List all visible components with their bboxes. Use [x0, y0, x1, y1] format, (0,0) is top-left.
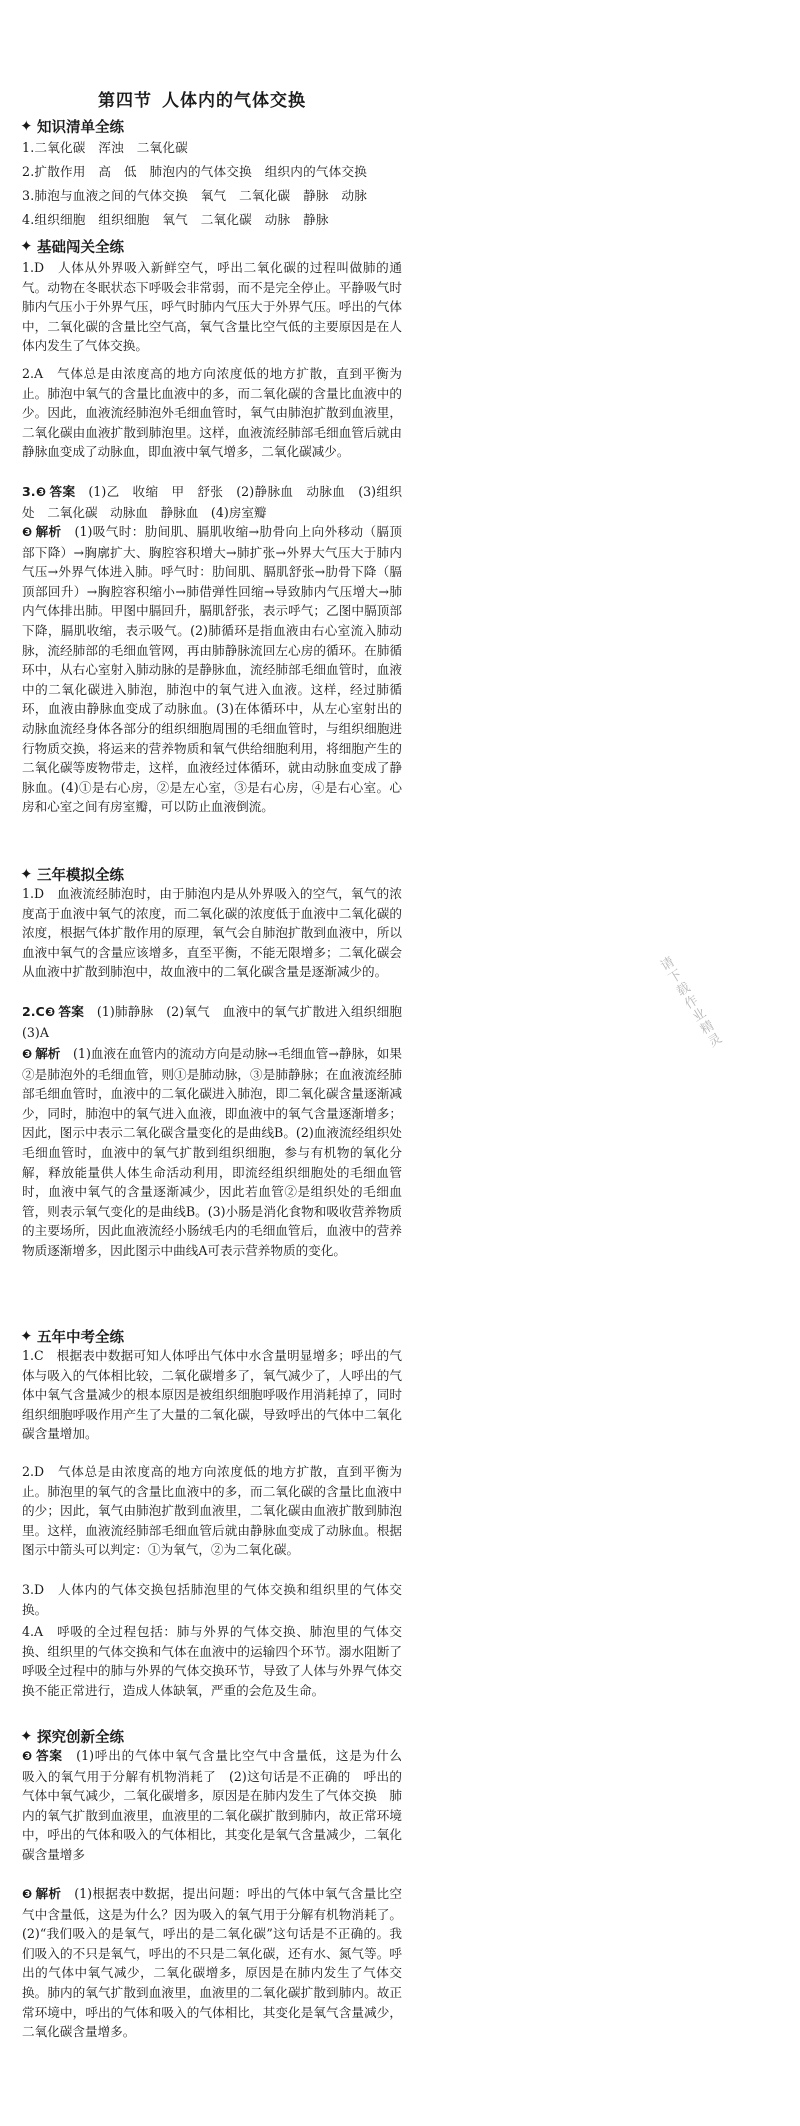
explain-text: (1)血液在血管内的流动方向是动脉→毛细血管→静脉，如果②是肺泡外的毛细血管，则①是肺动脉，③是肺静脉；在血液流经肺部毛细血管时，血液中的二氧化碳进入肺泡，即二氧化碳含量逐渐减少，同时，肺泡中的氧气进入血液，即血液中的氧气含量逐渐增多；因此，图示中表示二氧化碳含量变化的是曲线B。(2)血液流经组织处毛细血管时，血液中的氧气扩散到组织细胞，参与有机物的氧化分解，释放能量供人体生命活动利用，即流经组织细胞处的毛细血管时，血液中氧气的含量逐渐减少，因此若血管②是组织处的毛细血管，则表示氧气变化的是曲线B。(3)小肠是消化食物和吸收营养物质的主要场所，因此血液流经小肠绒毛内的毛细血管后，血液中的营养物质逐渐增多，因此图示中曲线A可表示营养物质的变化。: [22, 1046, 402, 1258]
exam-question-2: 2.D 气体总是由浓度高的地方向浓度低的地方扩散，直到平衡为止。肺泡里的氧气的含量比血液中的多，而二氧化碳的含量比血液中的少；因此，氧气由肺泡扩散到血液里，二氧化碳由血液扩散到肺泡里。这样，血液流经肺部毛细血管后就由静脉血变成了动脉血。根据图示中箭头可以判定：①为氧气，②为二氧化碳。: [22, 1464, 402, 1558]
answer-text: (1)乙 收缩 甲 舒张 (2)静脉血 动脉血 (3)组织处 二氧化碳 动脉血 静脉血 (4)房室瓣: [22, 484, 402, 520]
knowledge-line-1: 1.二氧化碳 浑浊 二氧化碳: [22, 140, 188, 155]
basic-question-3-explain: [22, 522, 402, 817]
section-heading-exam: [20, 1326, 124, 1347]
knowledge-line-2: 2.扩散作用 高 低 肺泡内的气体交换 组织内的气体交换: [22, 164, 368, 179]
basic-question-1: 1.D 人体从外界吸入新鲜空气，呼出二氧化碳的过程叫做肺的通气。动物在冬眠状态下呼吸会非常弱，而不是完全停止。平静吸气时肺内气压小于外界气压，呼气时肺内气压大于外界气压。呼出的气体中，二氧化碳的含量比空气高，氧气含量比空气低的主要原因是在人体内发生了气体交换。: [22, 260, 402, 354]
title-section-number: 第四节: [98, 91, 152, 111]
section-heading-mock: [20, 864, 124, 885]
explain-tag: ❸ 解析: [22, 1046, 60, 1061]
exam-question-4: 4.A 呼吸的全过程包括：肺与外界的气体交换、肺泡里的气体交换、组织里的气体交换和气体在血液中的运输四个环节。溺水阻断了呼吸全过程中的肺与外界的气体交换环节，导致了人体与外界气体交换不能正常进行，造成人体缺氧，严重的会危及生命。: [22, 1624, 402, 1698]
section-label: 三年模拟全练: [37, 868, 124, 884]
explore-explain: [22, 1884, 402, 2042]
explain-tag: ❸ 解析: [22, 524, 62, 539]
answer-tag: ❸ 答案: [22, 1748, 63, 1763]
page-title: [98, 86, 316, 111]
exam-question-1: 1.C 根据表中数据可知人体呼出气体中水含量明显增多；呼出的气体与吸入的气体相比较，二氧化碳增多了，氧气减少了，人呼出的气体中氧气含量减少的根本原因是被组织细胞呼吸作用消耗掉了，同时组织细胞呼吸作用产生了大量的二氧化碳，导致呼出的气体中二氧化碳含量增加。: [22, 1348, 402, 1442]
explain-text: (1)吸气时：肋间肌、膈肌收缩→肋骨向上向外移动（膈顶部下降）→胸廓扩大、胸腔容积增大→肺扩张→外界大气压大于肺内气压→外界气体进入肺。呼气时：肋间肌、膈肌舒张→肋骨下降（膈顶部回升）→胸腔容积缩小→肺借弹性回缩→导致肺内气压增大→肺内气体排出肺。甲图中膈回升，膈肌舒张，表示呼气；乙图中膈顶部下降，膈肌收缩，表示吸气。(2)肺循环是指血液由右心室流入肺动脉，流经肺部的毛细血管网，再由肺静脉流回左心房的循环。在肺循环中，从右心室射入肺动脉的是静脉血，流经肺部毛细血管时，血液中的二氧化碳进入肺泡，肺泡中的氧气进入血液。这样，经过肺循环，血液由静脉血变成了动脉血。(3)在体循环中，从左心室射出的动脉血流经身体各部分的组织细胞周围的毛细血管时，与组织细胞进行物质交换，将运来的营养物质和氧气供给细胞利用，将细胞产生的二氧化碳等废物带走，这样，血液经过体循环，就由动脉血变成了静脉血。(4)①是右心房，②是左心室，③是右心房，④是右心室。心房和心室之间有房室瓣，可以防止血液倒流。: [22, 524, 403, 815]
answer-tag: ❸ 答案: [36, 484, 76, 499]
mock-question-1: 1.D 血液流经肺泡时，由于肺泡内是从外界吸入的空气，氧气的浓度高于血液中氧气的浓度，而二氧化碳的浓度低于血液中二氧化碳的浓度，根据气体扩散作用的原理，氧气会自肺泡扩散到血液中，所以血液中氧气的含量应该增多，直至平衡，不能无限增多；二氧化碳会从血液中扩散到肺泡中，故血液中的二氧化碳含量是逐渐减少的。: [22, 886, 402, 980]
section-label: 探究创新全练: [37, 1730, 124, 1746]
section-label: 基础闯关全练: [37, 240, 124, 256]
exam-question-3: 3.D 人体内的气体交换包括肺泡里的气体交换和组织里的气体交换。: [22, 1582, 402, 1617]
sparkle-icon: [20, 1730, 34, 1744]
basic-question-3-answer: 3.❸ 答案 (1)乙 收缩 甲 舒张 (2)静脉血 动脉血 (3)组织处 二氧化碳 动脉血 静脉血 (4)房室瓣: [22, 482, 402, 522]
sparkle-icon: [20, 120, 34, 134]
section-heading-knowledge: [20, 116, 124, 137]
answer-text: (1)肺静脉 (2)氧气 血液中的氧气扩散进入组织细胞 (3)A: [22, 1004, 415, 1040]
answer-text: (1)呼出的气体中氧气含量比空气中含量低，这是为什么 吸入的氧气用于分解有机物消耗了 (2)这句话是不正确的 呼出的气体中氧气减少，二氧化碳增多，原因是在肺内发生了气体交换 肺内的氧气扩散到血液里，血液里的二氧化碳扩散到肺内，故正常环境中，呼出的气体和吸入的气体相比，其变化是氧气含量减少，二氧化碳含量增多: [22, 1748, 415, 1862]
section-label: 五年中考全练: [37, 1330, 124, 1346]
mock-question-2-explain: [22, 1044, 402, 1261]
knowledge-line-3: 3.肺泡与血液之间的气体交换 氧气 二氧化碳 静脉 动脉: [22, 188, 368, 203]
answer-tag: ❸ 答案: [45, 1004, 84, 1019]
title-name: 人体内的气体交换: [162, 91, 306, 111]
sparkle-icon: [20, 1330, 34, 1344]
section-label: 知识清单全练: [37, 120, 124, 136]
section-heading-basic: [20, 236, 124, 257]
watermark-text: 请下载作业精灵: [655, 954, 724, 1052]
explain-tag: ❸ 解析: [22, 1886, 61, 1901]
section-heading-explore: [20, 1726, 124, 1747]
mock-question-2-answer: 2.C❸ 答案 (1)肺静脉 (2)氧气 血液中的氧气扩散进入组织细胞 (3)A: [22, 1002, 402, 1042]
sparkle-icon: [20, 868, 34, 882]
sparkle-icon: [20, 240, 34, 254]
knowledge-line-4: 4.组织细胞 组织细胞 氧气 二氧化碳 动脉 静脉: [22, 212, 329, 227]
basic-question-2: 2.A 气体总是由浓度高的地方向浓度低的地方扩散，直到平衡为止。肺泡中氧气的含量比血液中的多，而二氧化碳的含量比血液中的少。因此，血液流经肺泡外毛细血管时，氧气由肺泡扩散到血液里，二氧化碳由血液扩散到肺泡里。这样，血液流经肺部毛细血管后就由静脉血变成了动脉血，即血液中氧气增多，二氧化碳减少。: [22, 366, 402, 460]
explain-text: (1)根据表中数据，提出问题：呼出的气体中氧气含量比空气中含量低，这是为什么？因为吸入的氧气用于分解有机物消耗了。(2)“我们吸入的是氧气，呼出的是二氧化碳”这句话是不正确的。我们吸入的不只是氧气，呼出的不只是二氧化碳，还有水、氮气等。呼出的气体中氧气减少，二氧化碳增多，原因是在肺内发生了气体交换。肺内的氧气扩散到血液里，血液里的二氧化碳扩散到肺内。故正常环境中，呼出的气体和吸入的气体相比，其变化是氧气含量减少，二氧化碳含量增多。: [22, 1886, 402, 2040]
explore-answer: [22, 1746, 415, 1865]
